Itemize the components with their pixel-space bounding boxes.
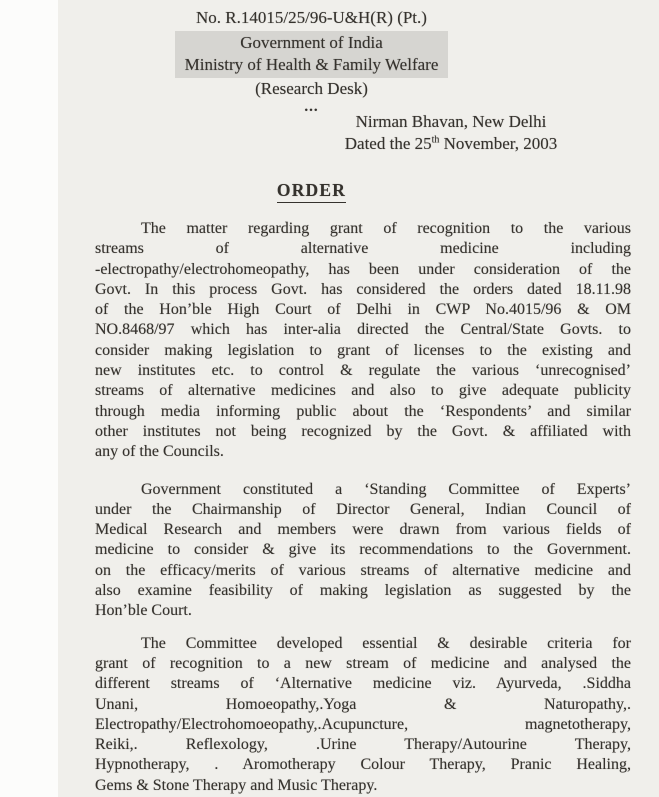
paragraph-1 <box>95 219 631 463</box>
body-line: streams of alternative medicines and also to give adequate publicity <box>95 382 631 400</box>
body-line: different streams of ‘Alternative medicine viz. Ayurveda, .Siddha <box>95 675 631 693</box>
body-line: also examine feasibility of making legislation as suggested by the <box>95 582 631 600</box>
body-line: grant of recognition to a new stream of medicine and analysed the <box>95 654 631 672</box>
body-line: Govt. In this process Govt. has considered the orders dated 18.11.98 <box>95 280 631 298</box>
government-of-india-line: Government of India <box>240 33 383 52</box>
body-line: any of the Councils. <box>95 443 224 461</box>
body-line: Hypnotherapy, . Aromotherapy Colour Therapy, Pranic Healing, <box>95 756 631 774</box>
date-prefix: Dated the 25 <box>344 133 432 153</box>
body-line: Medical Research and members were drawn from various fields of <box>95 521 631 539</box>
place-line: Nirman Bhavan, New Delhi <box>355 112 547 131</box>
highlighted-letterhead <box>175 31 449 78</box>
body-line: Government constituted a ‘Standing Committee of Experts’ <box>141 480 631 498</box>
body-line: Gems & Stone Therapy and Music Therapy. <box>95 776 378 794</box>
body-line: on the efficacy/merits of various streams of alternative medicine and <box>95 561 631 579</box>
body-line: Reiki,. Reflexology, .Urine Therapy/Autourine Therapy, <box>95 736 631 754</box>
research-desk-line: (Research Desk) <box>255 79 368 98</box>
body-line: -electropathy/electrohomeopathy, has been under consideration of the <box>95 260 631 278</box>
date-suffix: November, 2003 <box>439 133 558 153</box>
body-line: new institutes etc. to control & regulate the various ‘unrecognised’ <box>95 362 631 380</box>
body-line: under the Chairmanship of Director General, Indian Council of <box>95 500 631 518</box>
order-title: ORDER <box>277 180 346 203</box>
body-line: other institutes not being recognized by the Govt. & affiliated with <box>95 422 631 440</box>
reference-number: No. R.14015/25/96-U&H(R) (Pt.) <box>196 8 427 27</box>
body-line: NO.8468/97 which has inter-alia directed the Central/State Govts. to <box>95 321 631 339</box>
body-line: through media informing public about the ‘Respondents’ and similar <box>95 402 631 420</box>
highlight-wrap <box>0 30 623 78</box>
body-line: of the Hon’ble High Court of Delhi in CWP No.4015/96 & OM <box>95 301 631 319</box>
body-line: consider making legislation to grant of licenses to the existing and <box>95 341 631 359</box>
paragraph-2 <box>95 480 631 622</box>
ellipsis-separator: ... <box>304 99 319 115</box>
date-ordinal-superscript: th <box>431 133 440 145</box>
body-line: Unani, Homoeopathy,.Yoga & Naturopathy,. <box>95 695 631 713</box>
body-line: medicine to consider & give its recommendations to the Government. <box>95 541 631 559</box>
body-line: Electropathy/Electrohomoeopathy,.Acupuncture, magnetotherapy, <box>95 715 631 733</box>
document-body <box>95 219 631 796</box>
body-line: The Committee developed essential & desirable criteria for <box>141 634 631 652</box>
paragraph-3 <box>95 634 631 796</box>
body-line: The matter regarding grant of recognition to the various <box>141 220 631 237</box>
order-title-wrap <box>0 180 659 203</box>
body-line: streams of alternative medicine including <box>95 240 631 258</box>
body-line: Hon’ble Court. <box>95 602 192 620</box>
place-and-date-block <box>335 111 567 154</box>
ministry-line: Ministry of Health & Family Welfare <box>184 55 439 74</box>
date-line <box>335 133 567 155</box>
letterhead <box>0 6 659 115</box>
